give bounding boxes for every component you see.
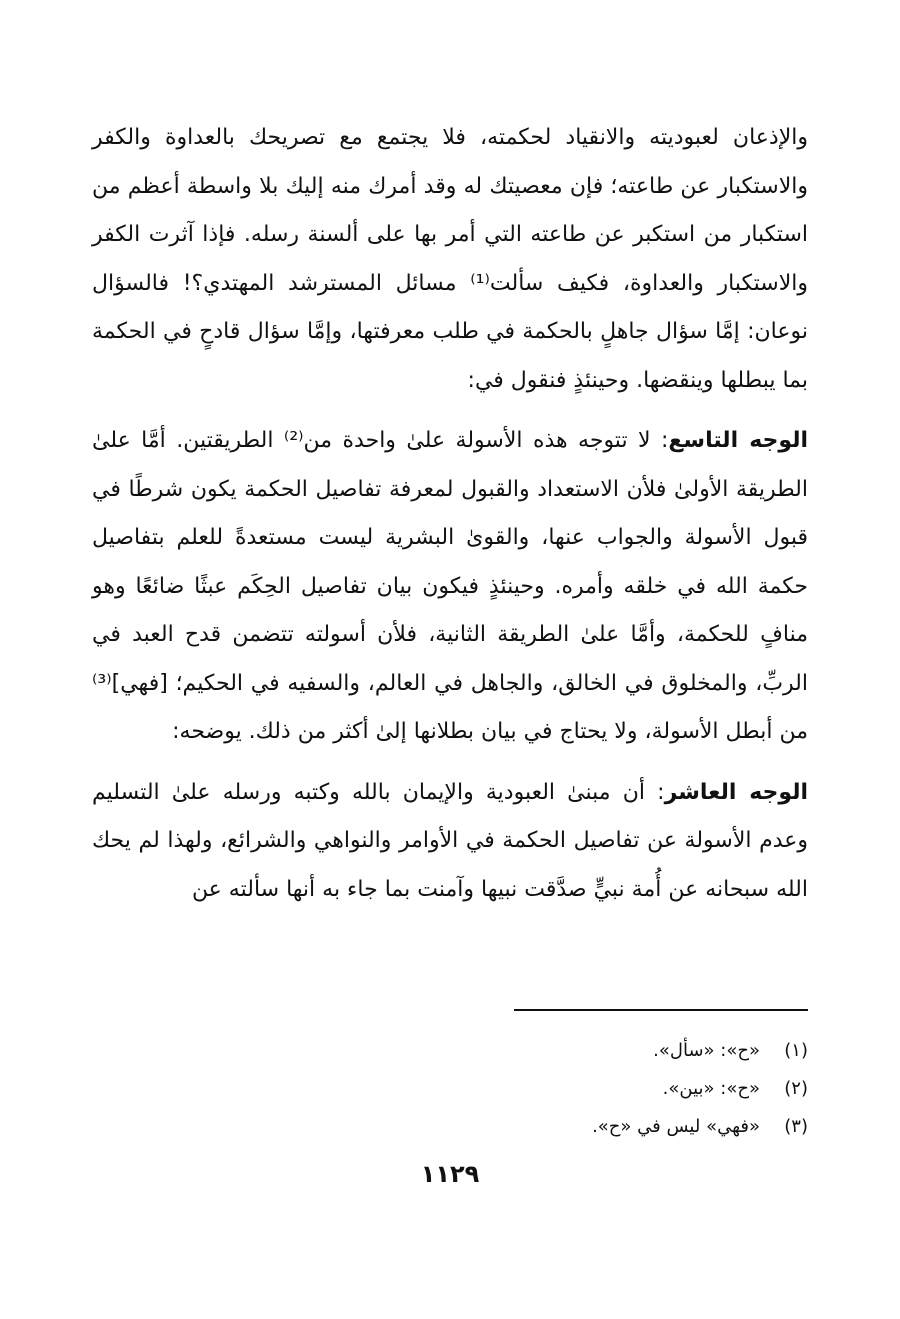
paragraph-2-heading: الوجه التاسع: [668, 428, 809, 453]
footnote-2: [92, 1070, 808, 1108]
footnote-2-text: «ح»: «بين».: [662, 1078, 760, 1099]
main-text: [92, 114, 808, 914]
paragraph-1-text: والإذعان لعبوديته والانقياد لحكمته، فلا يجتمع مع تصريحك بالعداوة والكفر والاستكبار عن طاعته؛ فإن معصيتك له وقد أمرك منه إليك بلا واسطة أعظم من استكبار من استكبر عن طاعته التي أمر بها على ألسنة رسله. فإذا آثرت الكفر والاستكبار والعداوة، فكيف سألت⁽¹⁾ مسائل المسترشد المهتدي؟! فالسؤال نوعان: إمَّا سؤال جاهلٍ بالحكمة في طلب معرفتها، وإمَّا سؤال قادحٍ في الحكمة بما يبطلها وينقضها. وحينئذٍ فنقول في:: [92, 125, 809, 393]
footnote-3-number: (٣): [784, 1116, 808, 1137]
footnote-3-text: «فهي» ليس في «ح».: [592, 1116, 760, 1137]
footnote-separator: [514, 1009, 808, 1011]
footnote-1: [92, 1032, 808, 1070]
paragraph-3: [92, 769, 808, 915]
footnote-1-number: (١): [784, 1040, 808, 1061]
page-number: ١١٢٩: [420, 1160, 480, 1188]
paragraph-2-text: : لا تتوجه هذه الأسولة علىٰ واحدة من⁽²⁾ الطريقتين. أمَّا علىٰ الطريقة الأولىٰ فلأن الاستعداد والقبول لمعرفة تفاصيل الحكمة يكون شرطًا في قبول الأسولة والجواب عنها، والقوىٰ البشرية ليست مستعدةً للعلم بتفاصيل حكمة الله في خلقه وأمره. وحينئذٍ فيكون بيان تفاصيل الحِكَم عبثًا ضائعًا وهو منافٍ للحكمة، وأمَّا علىٰ الطريقة الثانية، فلأن أسولته تتضمن قدح العبد في الربِّ، والمخلوق في الخالق، والجاهل في العالم، والسفيه في الحكيم؛ [فهي]⁽³⁾ من أبطل الأسولة، ولا يحتاج في بيان بطلانها إلىٰ أكثر من ذلك. يوضحه:: [92, 428, 808, 744]
footnote-2-number: (٢): [784, 1078, 808, 1099]
footnote-1-text: «ح»: «سأل».: [653, 1040, 760, 1061]
footnotes: [92, 1032, 808, 1146]
paragraph-1: [92, 114, 808, 405]
paragraph-3-heading: الوجه العاشر: [664, 779, 808, 805]
footnote-3: [92, 1108, 808, 1146]
paragraph-2: [92, 417, 808, 757]
paragraph-3-text: : أن مبنىٰ العبودية والإيمان بالله وكتبه ورسله علىٰ التسليم وعدم الأسولة عن تفاصيل الحكمة في الأوامر والنواهي والشرائع، ولهذا لم يحك الله سبحانه عن أُمة نبيٍّ صدَّقت نبيها وآمنت بما جاء به أنها سألته عن: [92, 779, 808, 902]
